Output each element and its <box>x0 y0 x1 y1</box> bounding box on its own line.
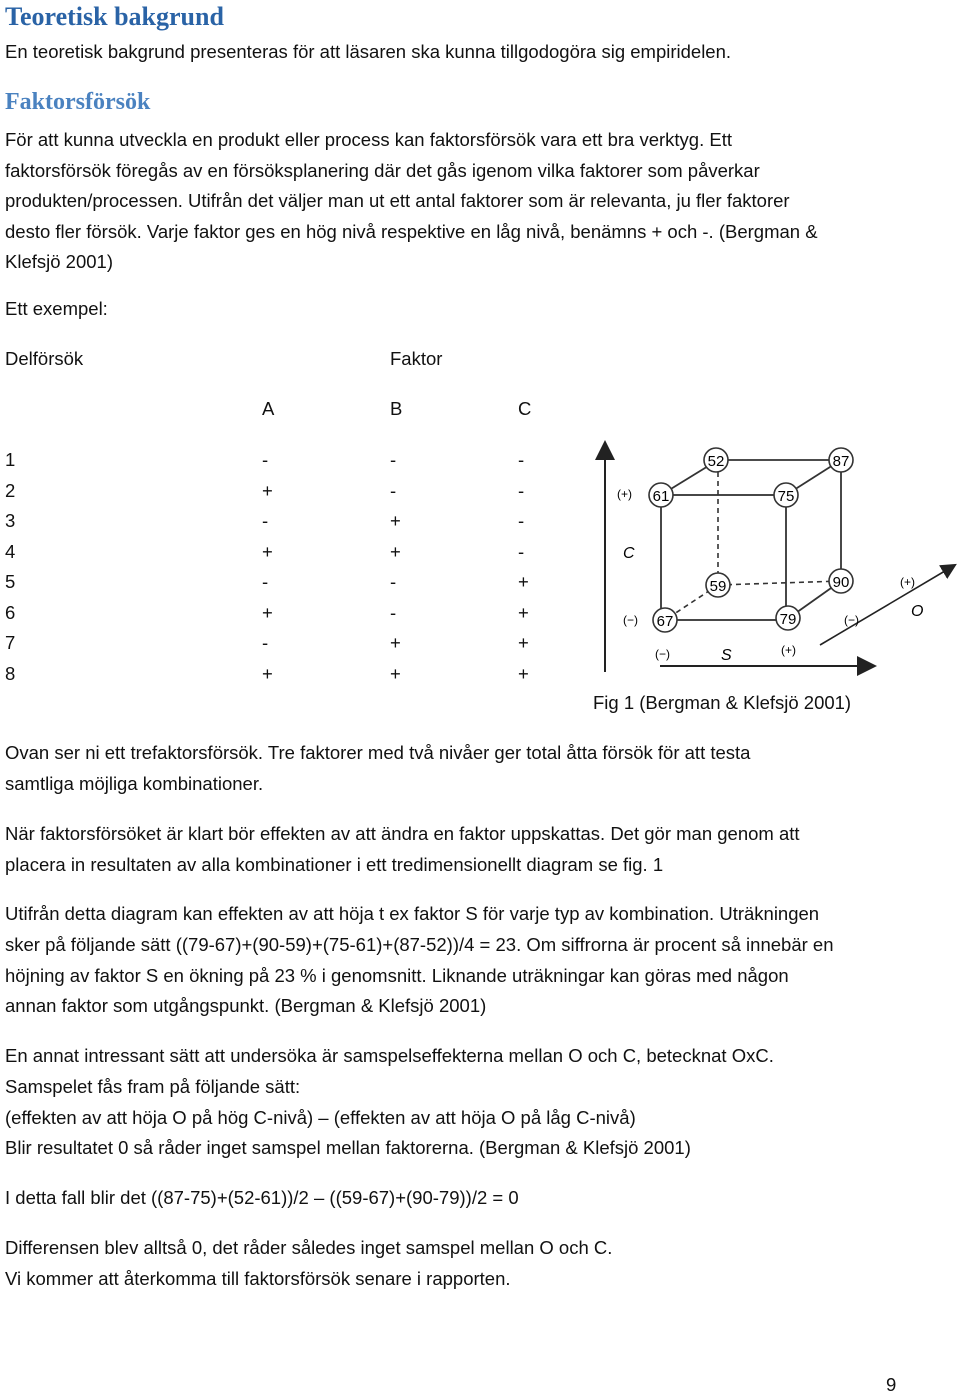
table-cell-level: + <box>262 662 273 684</box>
table-row-number: 8 <box>5 662 16 684</box>
corner-front-top-right <box>774 483 798 507</box>
paragraph <box>5 1041 774 1164</box>
corner-back-bottom-right <box>829 569 853 593</box>
table-cell-level: - <box>390 601 397 623</box>
section-heading: Faktorsförsök <box>5 89 151 115</box>
table-cell-level: - <box>262 449 269 470</box>
table-cell-level: - <box>390 571 397 592</box>
example-label: Ett exempel: <box>5 298 108 319</box>
page-number: 9 <box>886 1374 897 1395</box>
text-line: Vi kommer att återkomma till faktorsförsök senare i rapporten. <box>5 1267 511 1289</box>
axis-c-plus-label: (+) <box>617 487 632 501</box>
table-cell-level: - <box>262 632 269 653</box>
table-cell-level: - <box>262 510 269 531</box>
svg-text:87: 87 <box>832 453 850 470</box>
text-line: produkten/processen. Utifrån det väljer man ut ett antal faktorer som är relevanta, ju fler faktorer <box>5 190 790 211</box>
table-cell-level: + <box>262 540 273 562</box>
table-cell-level: + <box>390 510 401 531</box>
table-cell-level: - <box>262 571 269 592</box>
text-line: Blir resultatet 0 så råder inget samspel mellan faktorerna. (Bergman & Klefsjö 2001) <box>5 1137 691 1159</box>
axis-o-plus-label: (+) <box>900 575 915 589</box>
table-cell-level: - <box>518 510 525 531</box>
paragraph <box>5 899 833 1022</box>
table-row-number: 4 <box>5 540 16 562</box>
cube-diagram <box>585 440 960 682</box>
svg-text:59: 59 <box>709 578 727 595</box>
table-cell-level: + <box>390 632 401 653</box>
text-line: När faktorsförsöket är klart bör effekten av att ändra en faktor uppskattas. Det gör man genom att <box>5 823 800 844</box>
table-cell-level: - <box>390 479 397 501</box>
corner-back-top-right <box>829 448 853 472</box>
table-header-faktor: Faktor <box>390 348 443 369</box>
axis-c-label: C <box>623 545 635 562</box>
corner-back-top-left <box>704 448 728 472</box>
svg-text:79: 79 <box>779 611 797 628</box>
table-cell-level: + <box>262 601 273 623</box>
table-cell-level: + <box>390 540 401 562</box>
corner-back-bottom-left <box>706 573 730 597</box>
text-line: samtliga möjliga kombinationer. <box>5 772 264 794</box>
svg-text:52: 52 <box>707 453 725 470</box>
text-line: desto fler försök. Varje faktor ges en hög nivå respektive en låg nivå, benämns + och -. (Bergman & <box>5 220 818 242</box>
text-line: höjning av faktor S en ökning på 23 % i genomsnitt. Liknande uträkningar kan göras med någon <box>5 964 789 986</box>
svg-text:61: 61 <box>652 488 670 505</box>
text-line: Utifrån detta diagram kan effekten av att höja t ex faktor S för varje typ av kombination. Uträkningen <box>5 903 820 924</box>
text-line: För att kunna utveckla en produkt eller process kan faktorsförsök vara ett bra verktyg. Ett <box>5 129 732 150</box>
table-cell-level: + <box>518 601 529 623</box>
corner-front-bottom-right <box>776 606 800 630</box>
axis-o-minus-label: (−) <box>844 613 859 627</box>
axis-s-plus-label: (+) <box>781 643 796 657</box>
table-cell-level: + <box>518 662 529 684</box>
svg-text:75: 75 <box>777 488 795 505</box>
table-cell-level: + <box>262 479 273 501</box>
text-line: faktorsförsök föregås av en försöksplanering där det gås igenom vilka faktorer som påverkar <box>5 159 760 181</box>
text-line: sker på följande sätt ((79-67)+(90-59)+(75-61)+(87-52))/4 = 23. Om siffrorna är procent så innebär en <box>5 933 834 955</box>
table-row-number: 1 <box>5 449 16 470</box>
paragraph <box>5 1233 612 1295</box>
svg-text:67: 67 <box>656 613 674 630</box>
table-row-number: 7 <box>5 632 16 653</box>
corner-front-top-left <box>649 483 673 507</box>
text-line: (effekten av att höja O på hög C-nivå) – (effekten av att höja O på låg C-nivå) <box>5 1106 636 1128</box>
text-line: Differensen blev alltså 0, det råder således inget samspel mellan O och C. <box>5 1237 613 1258</box>
table-row-number: 2 <box>5 479 16 501</box>
table-cell-level: - <box>518 449 525 470</box>
text-line: placera in resultaten av alla kombinationer i ett tredimensionellt diagram se fig. 1 <box>5 853 664 875</box>
paragraph <box>5 738 750 800</box>
table-header-delforsok: Delförsök <box>5 348 84 369</box>
corner-front-bottom-left <box>653 608 677 632</box>
axis-s-label: S <box>721 647 732 664</box>
table-row-number: 6 <box>5 601 16 623</box>
text-line: En annat intressant sätt att undersöka är samspelseffekterna mellan O och C, betecknat OxC. <box>5 1045 774 1066</box>
axis-o-label: O <box>911 603 924 620</box>
paragraph <box>5 819 800 881</box>
axis-s-minus-label: (−) <box>655 647 670 661</box>
svg-text:90: 90 <box>832 574 850 591</box>
table-cell-level: + <box>518 632 529 653</box>
table-row-number: 3 <box>5 510 16 531</box>
text-line: Klefsjö 2001) <box>5 251 113 272</box>
intro-text: En teoretisk bakgrund presenteras för att läsaren ska kunna tillgodogöra sig empiridelen. <box>5 41 732 62</box>
text-line: I detta fall blir det ((87-75)+(52-61))/2 – ((59-67)+(90-79))/2 = 0 <box>5 1187 519 1208</box>
text-line: Ovan ser ni ett trefaktorsförsök. Tre faktorer med två nivåer ger total åtta försök för att testa <box>5 742 751 763</box>
table-cell-level: + <box>390 662 401 684</box>
axis-c-minus-label: (−) <box>623 613 638 627</box>
table-cell-level: - <box>518 479 525 501</box>
factor-name-a: A <box>262 398 275 419</box>
text-line: annan faktor som utgångspunkt. (Bergman & Klefsjö 2001) <box>5 995 487 1017</box>
factor-name-c: C <box>518 398 532 419</box>
paragraph-intro-factorial <box>5 125 818 278</box>
table-cell-level: - <box>518 540 525 562</box>
factor-name-b: B <box>390 398 403 419</box>
page-heading: Teoretisk bakgrund <box>5 2 224 31</box>
table-cell-level: + <box>518 571 529 592</box>
table-cell-level: - <box>390 449 397 470</box>
figure-caption: Fig 1 (Bergman & Klefsjö 2001) <box>593 692 852 713</box>
text-line: Samspelet fås fram på följande sätt: <box>5 1075 301 1097</box>
paragraph <box>5 1183 519 1214</box>
table-row-number: 5 <box>5 571 16 592</box>
